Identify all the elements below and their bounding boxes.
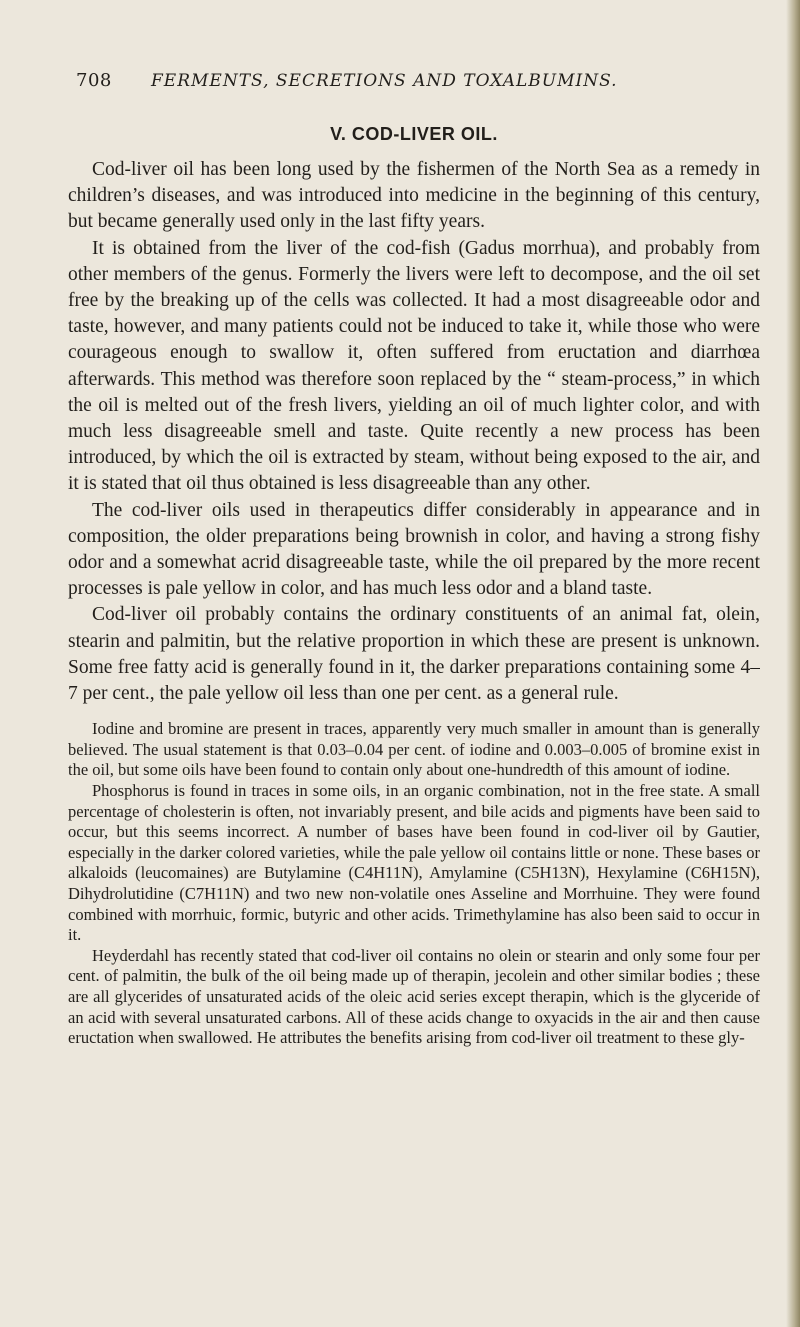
- page-number: 708: [76, 70, 112, 91]
- section-heading: V. COD-LIVER OIL.: [330, 124, 498, 144]
- small-print-paragraph: Iodine and bromine are present in traces, apparently very much smaller in amount than is generally believed. The usual statement is that 0.03–0.04 per cent. of iodine and 0.003–0.005 of bromine exist in the oil, but some oils have been found to contain only about one-hundredth of this amount of iodine.: [68, 719, 760, 780]
- body-paragraph: Cod-liver oil probably contains the ordinary constituents of an animal fat, olein, stearin and palmitin, but the relative proportion in which these are present is unknown. Some free fatty acid is generally found in it, the darker preparations containing some 4–7 per cent., the pale yellow oil less than one per cent. as a general rule.: [68, 604, 760, 705]
- small-print-paragraph: Heyderdahl has recently stated that cod-liver oil contains no olein or stearin and only some four per cent. of palmitin, the bulk of the oil being made up of therapin, jecolein and other similar bodies ; these are all glycerides of unsaturated acids of the oleic acid series except therapin, which is the glyceride of an acid with several unsaturated carbons. All of these acids change to oxyacids in the air and then cause eructation when swallowed. He attributes the benefits arising from cod-liver oil treatment to these gly-: [68, 945, 760, 1048]
- running-title: FERMENTS, SECRETIONS AND TOXALBUMINS.: [151, 71, 618, 91]
- body-paragraph: It is obtained from the liver of the cod-fish (Gadus morrhua), and probably from other members of the genus. Formerly the livers were left to decompose, and the oil set free by the breaking up of the cells was collected. It had a most disagreeable odor and taste, however, and many patients could not be induced to take it, while those who were courageous enough to swallow it, often suffered from eructation and diarrhœa afterwards. This method was therefore soon replaced by the “ steam-process,” in which the oil is melted out of the fresh livers, yielding an oil of much lighter color, and with much less disagreeable smell and taste. Quite recently a new process has been introduced, by which the oil is extracted by steam, without being exposed to the air, and it is stated that oil thus obtained is less disagreeable than any other.: [68, 237, 760, 495]
- small-print-paragraph: Phosphorus is found in traces in some oils, in an organic combination, not in the free state. A small percentage of cholesterin is often, not invariably present, and bile acids and pigments have been said to occur, but this seems incorrect. A number of bases have been found in cod-liver oil by Gautier, especially in the darker colored varieties, while the pale yellow oil contains little or none. These bases or alkaloids (leucomaines) are Butylamine (C4H11N), Amylamine (C5H13N), Hexylamine (C6H15N), Dihydrolutidine (C7H11N) and two new non-volatile ones Asseline and Morrhuine. They were found combined with morrhuic, formic, butyric and other acids. Trimethylamine has also been said to occur in it.: [68, 781, 760, 945]
- small-print-block: [68, 719, 760, 1049]
- page-edge-shadow: [786, 0, 800, 1327]
- body-paragraph: Cod-liver oil has been long used by the fishermen of the North Sea as a remedy in children’s diseases, and was introduced into medicine in the beginning of this century, but became generally used only in the last fifty years.: [68, 159, 760, 233]
- body-paragraph: The cod-liver oils used in therapeutics differ considerably in appearance and in composition, the older preparations being brownish in color, and having a strong fishy odor and a somewhat acrid disagreeable taste, while the oil prepared by the more recent processes is pale yellow in color, and has much less odor and a bland taste.: [68, 499, 760, 600]
- running-header: [76, 70, 760, 98]
- book-page: [68, 70, 760, 1300]
